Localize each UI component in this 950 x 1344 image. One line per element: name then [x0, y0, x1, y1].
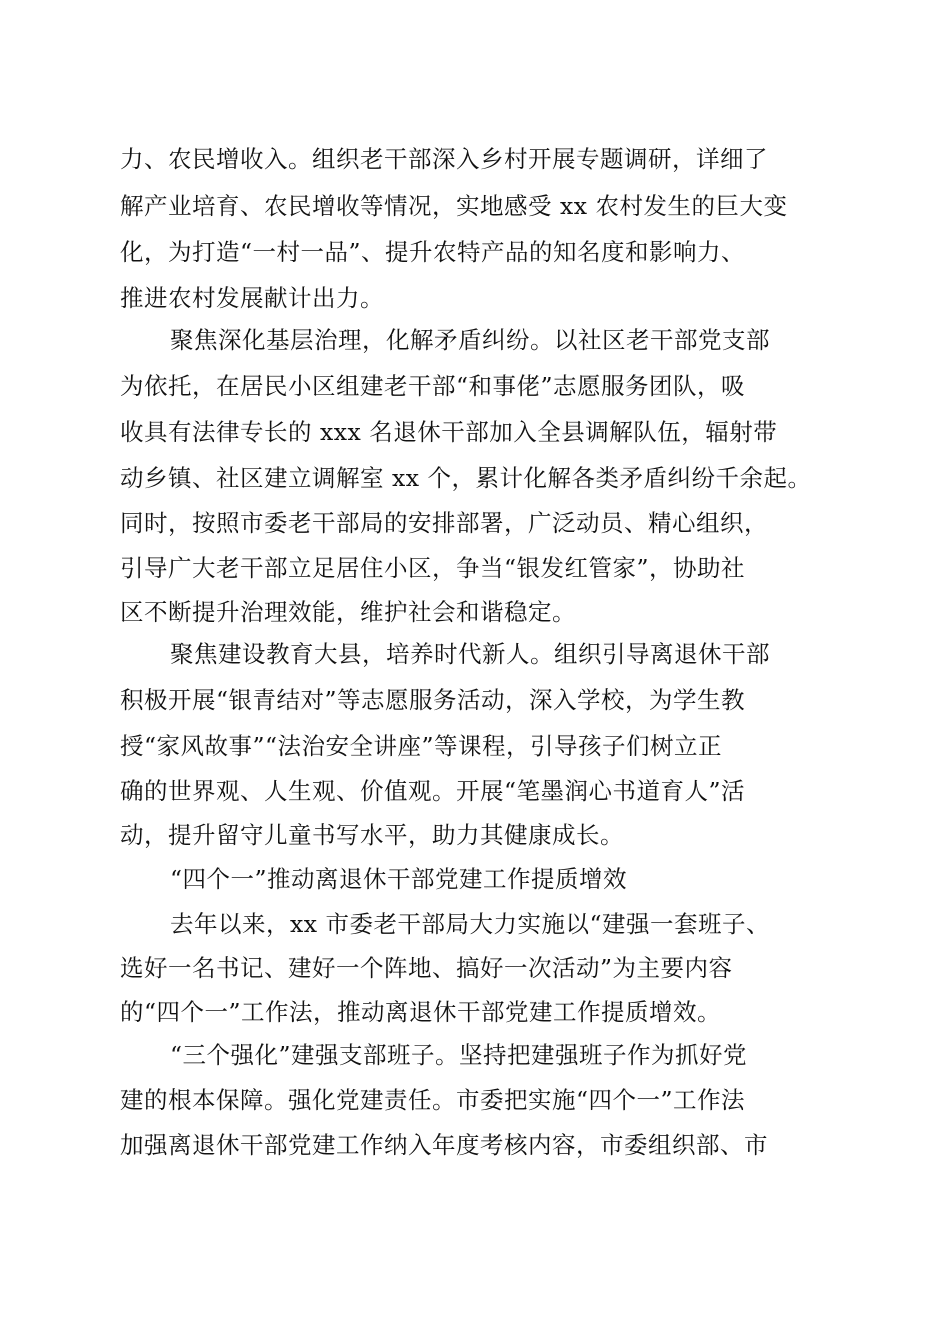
paragraph-start-line: “三个强化”建强支部班子。坚持把建强班子作为抓好党 [170, 1041, 748, 1069]
text-line: 推进农村发展献计出力。 [120, 284, 384, 312]
text-line: 收具有法律专长的 xxx 名退休干部加入全县调解队伍，辐射带 [120, 418, 778, 446]
text-line: 同时，按照市委老干部局的安排部署，广泛动员、精心组织， [120, 509, 768, 537]
text-line: 选好一名书记、建好一个阵地、搞好一次活动”为主要内容 [120, 954, 733, 982]
text-line: 建的根本保障。强化党建责任。市委把实施“四个一”工作法 [120, 1086, 746, 1114]
text-line: 化，为打造“一村一品”、提升农特产品的知名度和影响力、 [120, 238, 746, 266]
text-line: 授“家风故事”“法治安全讲座”等课程，引导孩子们树立正 [120, 732, 723, 760]
section-heading: “四个一”推动离退休干部党建工作提质增效 [170, 865, 628, 893]
paragraph-start-line: 聚焦深化基层治理，化解矛盾纠纷。以社区老干部党支部 [170, 326, 770, 354]
text-line: 积极开展“银青结对”等志愿服务活动，深入学校，为学生教 [120, 686, 746, 714]
text-line: 确的世界观、人生观、价值观。开展“笔墨润心书道育人”活 [120, 777, 746, 805]
text-line: 引导广大老干部立足居住小区，争当“银发红管家”，协助社 [120, 554, 746, 582]
paragraph-start-line: 聚焦建设教育大县，培养时代新人。组织引导离退休干部 [170, 640, 770, 668]
text-line: 的“四个一”工作法，推动离退休干部党建工作提质增效。 [120, 998, 722, 1026]
text-line: 区不断提升治理效能，维护社会和谐稳定。 [120, 598, 576, 626]
text-line: 动，提升留守儿童书写水平，助力其健康成长。 [120, 821, 624, 849]
text-line: 力、农民增收入。组织老干部深入乡村开展专题调研，详细了 [120, 145, 768, 173]
text-line: 动乡镇、社区建立调解室 xx 个，累计化解各类矛盾纠纷千余起。 [120, 464, 812, 492]
text-line: 解产业培育、农民增收等情况，实地感受 xx 农村发生的巨大变 [120, 192, 788, 220]
paragraph-start-line: 去年以来，xx 市委老干部局大力实施以“建强一套班子、 [170, 910, 770, 938]
text-line: 为依托，在居民小区组建老干部“和事佬”志愿服务团队，吸 [120, 372, 746, 400]
text-line: 加强离退休干部党建工作纳入年度考核内容，市委组织部、市 [120, 1131, 768, 1159]
